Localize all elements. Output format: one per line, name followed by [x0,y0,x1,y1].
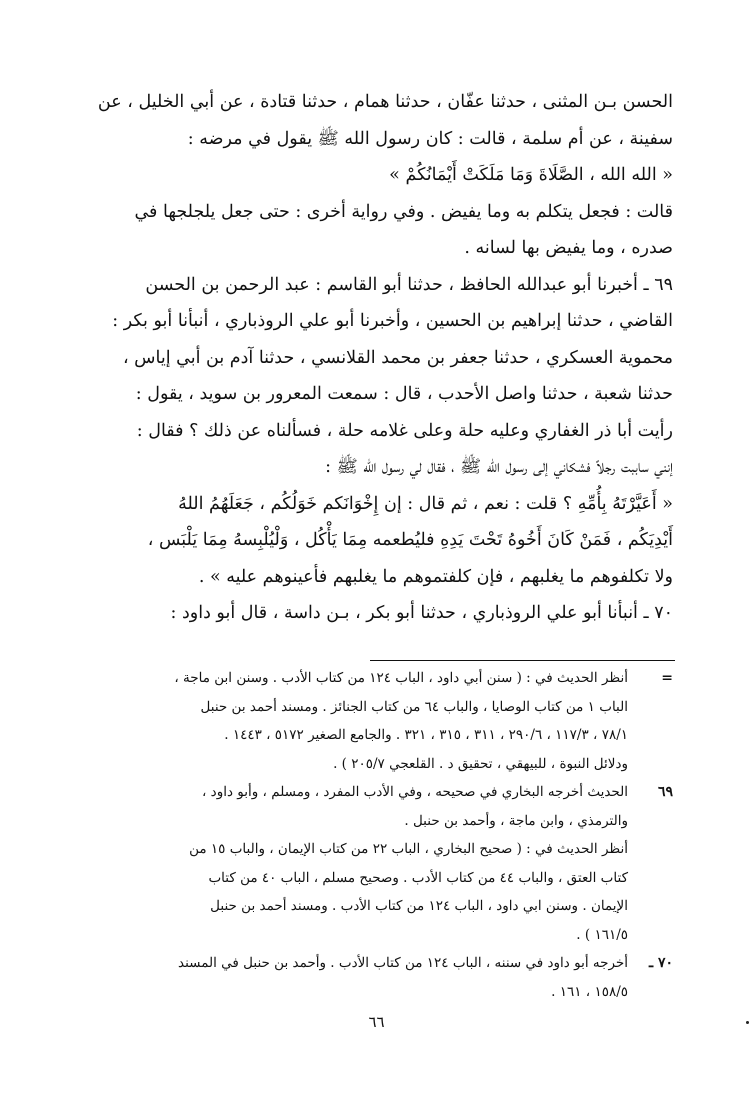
footnote-mark: ٧٠ ـ [648,955,673,971]
footnote-69 [60,778,673,949]
footnote-line: أخرجه أبو داود في سننه ، الباب ١٢٤ من كتاب الأدب . وأحمد بن حنبل في المسند [178,955,628,971]
footnote-line: ودلائل النبوة ، للبيهقي ، تحقيق د . القلعجي ٢٠٥/٧ ) . [333,755,628,772]
text-line: قالت : فجعل يتكلم به وما يفيض . وفي رواية أخرى : حتى جعل يلجلجها في [134,201,673,222]
footnote-line: ١٦١/٥ ) . [576,926,628,943]
hadith-69-line: ٦٩ ـ أخبرنا أبو عبدالله الحافظ ، حدثنا أبو القاسم : عبد الرحمن بن الحسن [145,274,673,295]
footnote-line: ٧٨/١ ، ١١٧/٣ ، ٢٩٠/٦ ، ٣١١ ، ٣١٥ ، ٣٢١ . والجامع الصغير ٥١٧٢ ، ١٤٤٣ . [224,727,628,743]
text-line: حدثنا شعبة ، حدثنا واصل الأحدب ، قال : سمعت المعرور بن سويد ، يقول : [135,384,673,404]
text-line: محموية العسكري ، حدثنا جعفر بن محمد القلانسي ، حدثنا آدم بن أبي إياس ، [122,347,673,368]
footnote-mark: = [661,670,673,686]
text-line: « أَعَيَّرْتَهُ بِأُمِّهِ ؟ قلت : نعم ، ثم قال : إن إِخْوَانَكم خَوَلُكُم ، جَعَلَهُمُ اللهُ [178,493,673,514]
footnote-70 [60,949,673,1006]
text-line: صدره ، وما يفيض بها لسانه . [464,238,673,258]
footnote-divider [370,660,675,661]
footnote-mark: ٦٩ [657,784,673,800]
footnote-line: أنظر الحديث في : ( صحيح البخاري ، الباب ٢٢ من كتاب الإيمان ، والباب ١٥ من [189,841,628,857]
main-text [60,84,673,632]
text-line: الحسن بـن المثنى ، حدثنا عفّان ، حدثنا همام ، حدثنا قتادة ، عن أبي الخليل ، عن [97,92,673,112]
text-line: سفينة ، عن أم سلمة ، قالت : كان رسول الله ﷺ يقول في مرضه : [187,128,673,149]
footnote-line: أنظر الحديث في : ( سنن أبي داود ، الباب ١٢٤ من كتاب الأدب . وسنن ابن ماجة ، [174,670,628,686]
footnote-line: الحديث أخرجه البخاري في صحيحه ، وفي الأدب المفرد ، ومسلم ، وأبو داود ، [202,784,628,800]
hadith-70-line: ٧٠ ـ أنبأنا أبو علي الروذباري ، حدثنا أبو بكر ، بـن داسة ، قال أبو داود : [170,603,673,623]
footnote-line: والترمذي ، وابن ماجة ، وأحمد بن حنبل . [404,812,628,829]
text-line: إنني ساببت رجلاً فشكاني إلى رسول الله ﷺ ، فقال لي رسول الله ﷺ : [325,457,673,477]
footnote-line: الإيمان . وسنن ابي داود ، الباب ١٢٤ من كتاب الأدب . ومسند أحمد بن حنبل [210,898,628,914]
scan-speck [746,1021,749,1024]
text-line: رأيت أبا ذر الغفاري وعليه حلة وعلى غلامه حلة ، فسألناه عن ذلك ؟ فقال : [136,420,673,441]
text-line: أَيْدِيَكُم ، فَمَنْ كَانَ أَخُوهُ تَحْتَ يَدِهِ فليُطعمه مِمَا يَأْكُل ، وَلْيُلْبِسهُ مِمَا يَلْبَس ، [147,530,673,550]
footnote-line: ١٥٨/٥ ، ١٦١ . [551,983,628,1000]
footnote-line: الباب ١ من كتاب الوصايا ، والباب ٦٤ من كتاب الجنائز . ومسند أحمد بن حنبل [200,698,628,715]
footnote-line: كتاب العتق ، والباب ٤٤ من كتاب الأدب . وصحيح مسلم ، الباب ٤٠ من كتاب [208,869,628,886]
text-line: ولا تكلفوهم ما يغلبهم ، فإن كلفتموهم ما يغلبهم فأعينوهم عليه » . [198,566,673,587]
page-number: ٦٦ [368,1013,385,1031]
footnotes [60,664,673,1006]
text-line: القاضي ، حدثنا إبراهيم بن الحسين ، وأخبرنا أبو علي الروذباري ، أنبأنا أبو بكر : [112,311,673,331]
text-line: « الله الله ، الصَّلَاةَ وَمَا مَلَكَتْ أَيْمَانُكُمْ » [389,165,673,185]
footnote-continued [60,664,673,778]
